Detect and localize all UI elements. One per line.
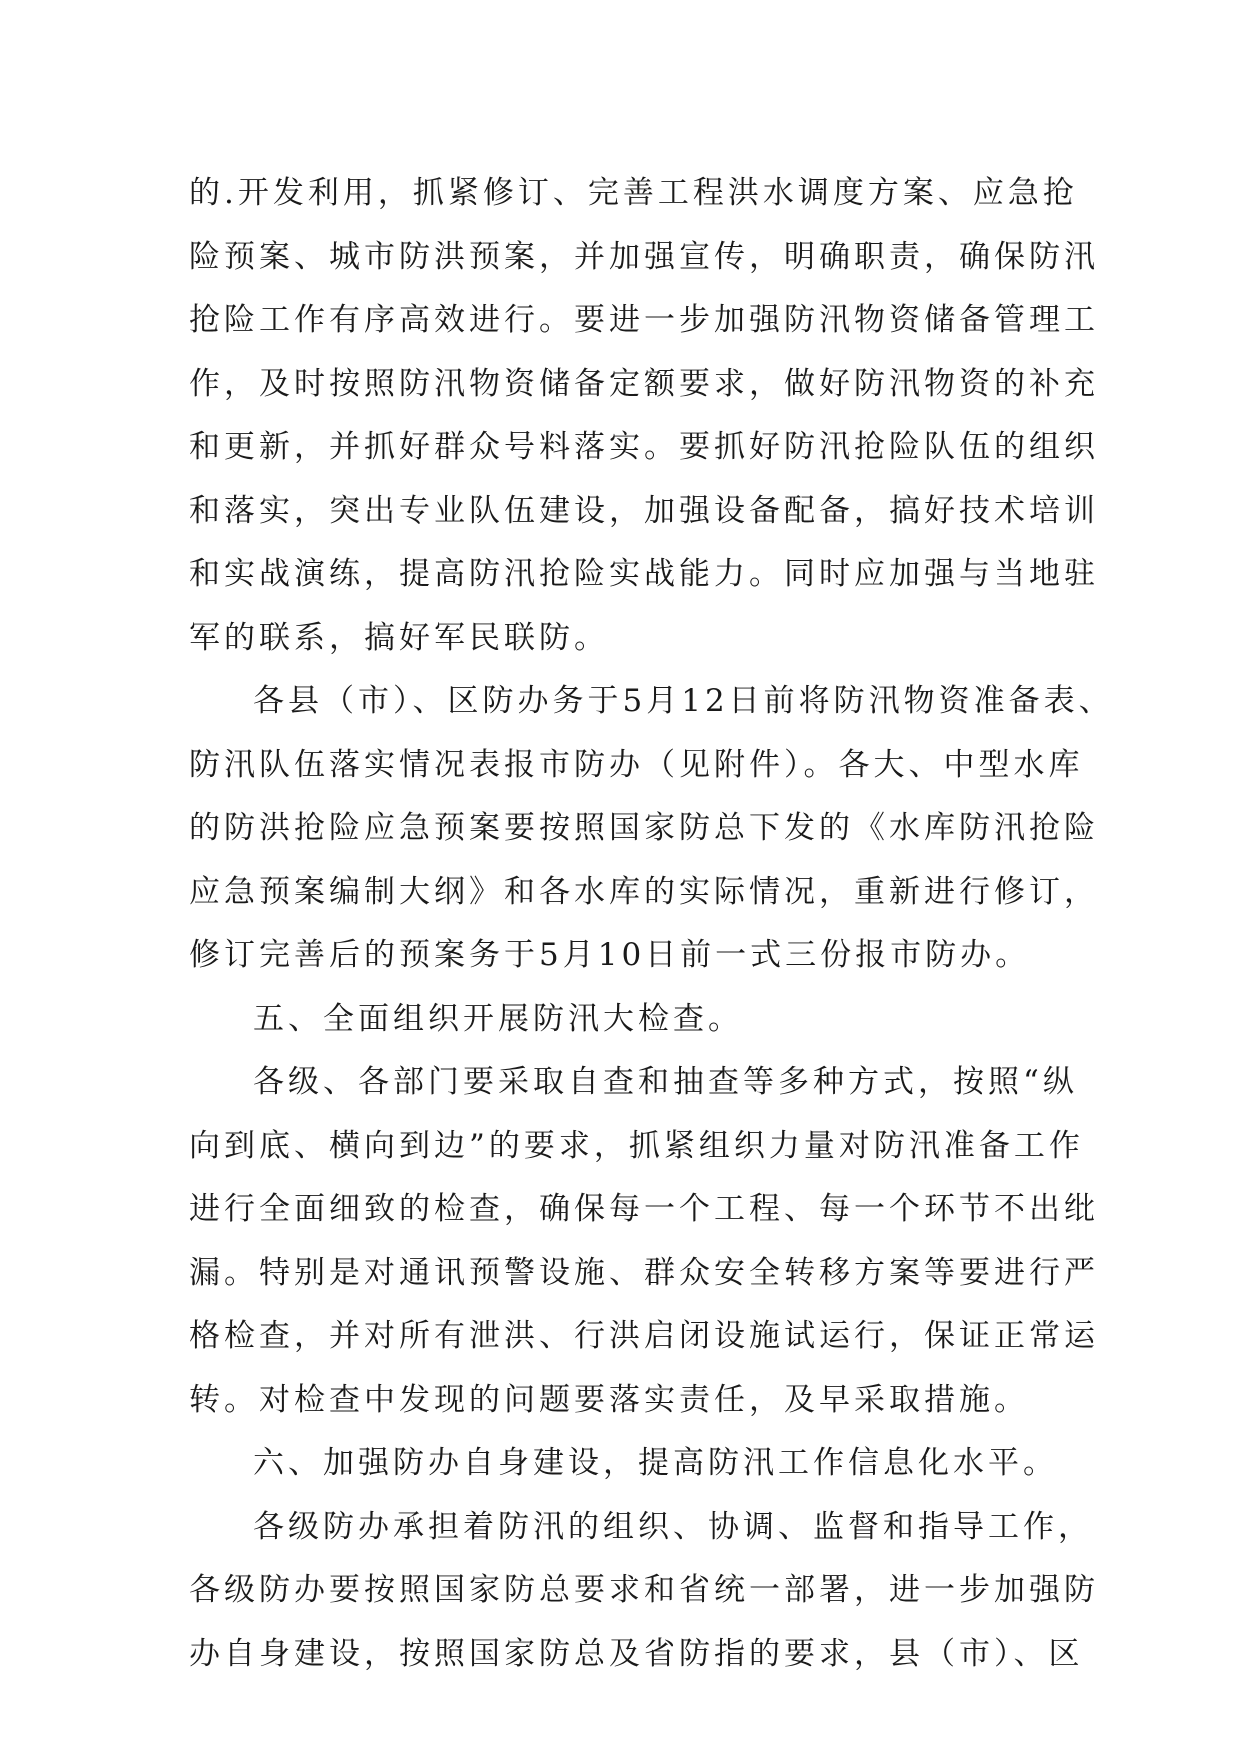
text-line: 办自身建设，按照国家防总及省防指的要求，县（市）、区 (189, 1635, 1084, 1672)
text-line: 进行全面细致的检查，确保每一个工程、每一个环节不出纰 (189, 1191, 1099, 1227)
text-line: 和更新，并抓好群众号料落实。要抓好防汛抢险队伍的组织 (189, 429, 1099, 465)
section-heading: 五、全面组织开展防汛大检查。 (253, 1000, 743, 1037)
paragraph-first-line: 各级防办承担着防汛的组织、协调、监督和指导工作， (253, 1508, 1093, 1545)
text-line: 各级防办要按照国家防总要求和省统一部署，进一步加强防 (189, 1572, 1099, 1608)
text-line: 抢险工作有序高效进行。要进一步加强防汛物资储备管理工 (189, 302, 1099, 338)
text-line: 和实战演练，提高防汛抢险实战能力。同时应加强与当地驻 (189, 556, 1099, 592)
text-line: 作，及时按照防汛物资储备定额要求，做好防汛物资的补充 (189, 365, 1099, 402)
text-line: 军的联系，搞好军民联防。 (189, 619, 609, 656)
text-line: 漏。特别是对通讯预警设施、群众安全转移方案等要进行严 (189, 1254, 1099, 1291)
text-line: 格检查，并对所有泄洪、行洪启闭设施试运行，保证正常运 (189, 1318, 1099, 1354)
text-line: 和落实，突出专业队伍建设，加强设备配备，搞好技术培训 (189, 492, 1099, 529)
text-line: 修订完善后的预案务于5月10日前一式三份报市防办。 (189, 937, 1031, 973)
section-heading: 六、加强防办自身建设，提高防汛工作信息化水平。 (253, 1445, 1058, 1481)
text-line: 的.开发利用，抓紧修订、完善工程洪水调度方案、应急抢 (189, 175, 1078, 211)
text-line: 险预案、城市防洪预案，并加强宣传，明确职责，确保防汛 (189, 238, 1099, 275)
paragraph-first-line: 各级、各部门要采取自查和抽查等多种方式，按照“纵 (253, 1064, 1078, 1100)
text-line: 转。对检查中发现的问题要落实责任，及早采取措施。 (189, 1381, 1029, 1418)
text-line: 的防洪抢险应急预案要按照国家防总下发的《水库防汛抢险 (189, 810, 1099, 846)
text-line: 防汛队伍落实情况表报市防办（见附件）。各大、中型水库 (189, 746, 1084, 783)
document-body (189, 162, 1114, 1686)
paragraph-first-line: 各县（市）、区防办务于5月12日前将防汛物资准备表、 (253, 683, 1114, 719)
text-line: 应急预案编制大纲》和各水库的实际情况，重新进行修订， (189, 873, 1099, 910)
text-line: 向到底、横向到边”的要求，抓紧组织力量对防汛准备工作 (189, 1127, 1084, 1164)
